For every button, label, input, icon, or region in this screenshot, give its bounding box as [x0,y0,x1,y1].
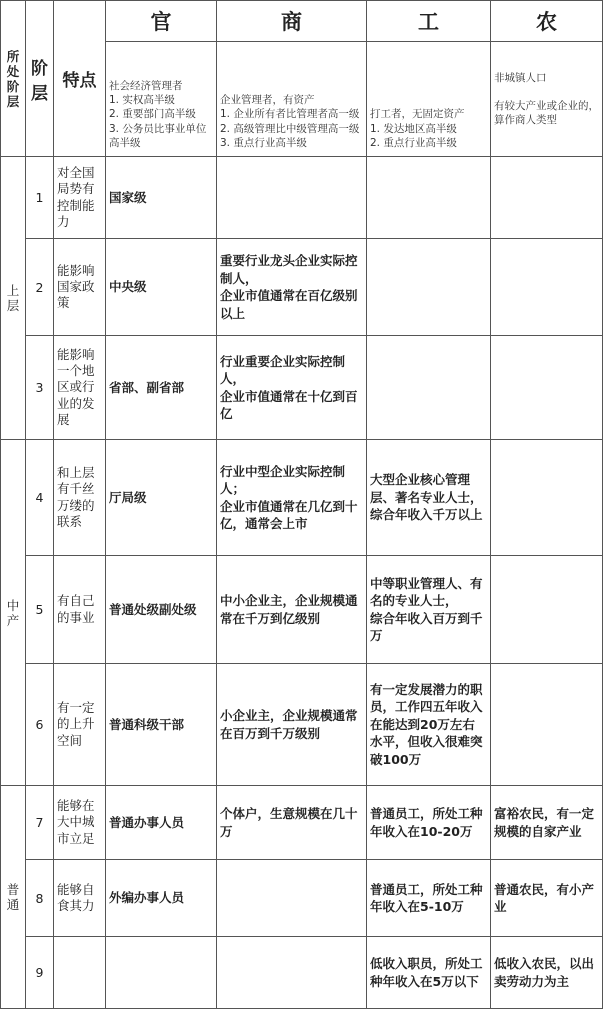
tier-middle: 中产 [1,440,26,786]
cell-nong [491,336,603,440]
cell-nong [491,157,603,239]
cell-gong: 中等职业管理人、有名的专业人士， 综合年收入百万到千万 [367,556,491,664]
cell-gong: 大型企业核心管理层、著名专业人士， 综合年收入千万以上 [367,440,491,556]
table-row [1,239,603,336]
cell-nong: 低收入农民，以出卖劳动力为主 [491,937,603,1009]
level-number: 1 [26,157,54,239]
table-row [1,556,603,664]
cell-gong [367,239,491,336]
cell-guan: 外编办事人员 [106,860,217,937]
cell-shang [217,937,367,1009]
cell-gong [367,336,491,440]
cell-shang [217,860,367,937]
level-feature: 能影响国家政策 [54,239,106,336]
cell-guan: 国家级 [106,157,217,239]
cell-guan: 普通处级副处级 [106,556,217,664]
table-row [1,786,603,860]
cell-nong [491,440,603,556]
cell-nong [491,664,603,786]
level-number: 3 [26,336,54,440]
cell-gong: 低收入职员，所处工种年收入在5万以下 [367,937,491,1009]
cell-gong: 有一定发展潜力的职员，工作四五年收入在能达到20万左右水平，但收入很难突破100万 [367,664,491,786]
cell-gong: 普通员工，所处工种年收入在10-20万 [367,786,491,860]
cell-gong: 普通员工，所处工种年收入在5-10万 [367,860,491,937]
cell-shang [217,157,367,239]
column-header-gong: 工 [367,1,491,42]
level-number: 5 [26,556,54,664]
level-feature: 能够自食其力 [54,860,106,937]
level-number: 8 [26,860,54,937]
note-nong: 非城镇人口 有较大产业或企业的，算作商人类型 [491,42,603,157]
cell-guan: 普通科级干部 [106,664,217,786]
cell-shang: 重要行业龙头企业实际控制人， 企业市值通常在百亿级别以上 [217,239,367,336]
level-column-header: 阶层 [26,1,54,157]
table-row [1,336,603,440]
level-number: 7 [26,786,54,860]
cell-shang: 行业中型企业实际控制人； 企业市值通常在几亿到十亿，通常会上市 [217,440,367,556]
cell-shang: 个体户，生意规模在几十万 [217,786,367,860]
level-feature: 有自己的事业 [54,556,106,664]
level-feature [54,937,106,1009]
cell-nong: 普通农民，有小产业 [491,860,603,937]
cell-nong: 富裕农民，有一定规模的自家产业 [491,786,603,860]
cell-guan: 省部、副省部 [106,336,217,440]
cell-gong [367,157,491,239]
table-row [1,157,603,239]
level-feature: 能影响一个地区或行业的发展 [54,336,106,440]
cell-shang: 中小企业主，企业规模通常在千万到亿级别 [217,556,367,664]
tier-upper: 上层 [1,157,26,440]
cell-shang: 行业重要企业实际控制人， 企业市值通常在十亿到百亿 [217,336,367,440]
level-feature: 和上层有千丝万缕的联系 [54,440,106,556]
cell-guan: 厅局级 [106,440,217,556]
cell-shang: 小企业主，企业规模通常在百万到千万级别 [217,664,367,786]
column-header-shang: 商 [217,1,367,42]
cell-nong [491,239,603,336]
column-header-nong: 农 [491,1,603,42]
note-gong: 打工者，无固定资产 1. 发达地区高半级 2. 重点行业高半级 [367,42,491,157]
tier-column-header: 所处阶层 [1,1,26,157]
table-row [1,937,603,1009]
level-number: 4 [26,440,54,556]
level-number: 2 [26,239,54,336]
level-number: 6 [26,664,54,786]
tier-common: 普通 [1,786,26,1009]
cell-guan: 普通办事人员 [106,786,217,860]
column-header-guan: 官 [106,1,217,42]
table-row [1,860,603,937]
cell-guan: 中央级 [106,239,217,336]
level-feature: 能够在大中城市立足 [54,786,106,860]
table-row [1,440,603,556]
table-row [1,664,603,786]
level-feature: 有一定的上升空间 [54,664,106,786]
level-feature: 对全国局势有控制能力 [54,157,106,239]
note-shang: 企业管理者，有资产 1. 企业所有者比管理者高一级 2. 高级管理比中级管理高一级 3. 重点行业高半级 [217,42,367,157]
cell-guan [106,937,217,1009]
cell-nong [491,556,603,664]
note-guan: 社会经济管理者 1. 实权高半级 2. 重要部门高半级 3. 公务员比事业单位高半级 [106,42,217,157]
level-number: 9 [26,937,54,1009]
feature-column-header: 特点 [54,1,106,157]
